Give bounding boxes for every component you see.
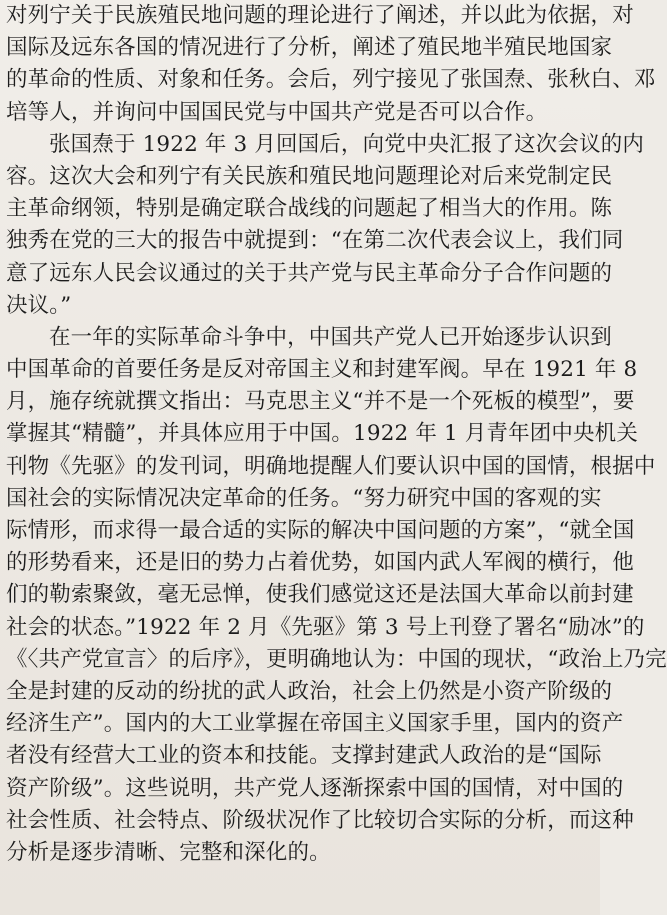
text-line: 分析是逐步清晰、完整和深化的。 bbox=[6, 839, 331, 865]
body-text bbox=[6, 0, 667, 869]
text-line: 在一年的实际革命斗争中，中国共产党人已开始逐步认识到 bbox=[49, 324, 612, 350]
text-line: 际情形，而求得一最合适的实际的解决中国问题的方案”，“就全国 bbox=[6, 518, 635, 543]
text-line: 国际及远东各国的情况进行了分析，阐述了殖民地半殖民地国家 bbox=[6, 35, 613, 61]
text-line: 中国革命的首要任务是反对帝国主义和封建军阀。早在 1921 年 8 bbox=[6, 357, 638, 383]
text-line: 意了远东人民会议通过的关于共产党与民主革命分子合作问题的 bbox=[6, 260, 613, 286]
text-line: 月，施存统就撰文指出：马克思主义“并不是一个死板的模型”，要 bbox=[6, 389, 635, 415]
text-line: 社会性质、社会特点、阶级状况作了比较切合实际的分析，而这种 bbox=[6, 807, 634, 833]
text-line: 经济生产”。国内的大工业掌握在帝国主义国家手里，国内的资产 bbox=[6, 711, 624, 737]
text-line: 社会的状态。”1922 年 2 月《先驱》第 3 号上刊登了署名“励冰”的 bbox=[6, 614, 645, 640]
text-line: 们的勒索聚敛，毫无忌惮，使我们感觉这还是法国大革命以前封建 bbox=[6, 582, 634, 608]
text-line: 培等人，并询问中国国民党与中国共产党是否可以合作。 bbox=[6, 99, 548, 125]
text-line: 者没有经营大工业的资本和技能。支撑封建武人政治的是“国际 bbox=[6, 743, 602, 769]
text-line: 的形势看来，还是旧的势力占着优势，如国内武人军阀的横行，他 bbox=[6, 550, 634, 576]
text-line: 的革命的性质、对象和任务。会后，列宁接见了张国焘、张秋白、邓 bbox=[6, 67, 656, 93]
text-line: 掌握其“精髓”，并具体应用于中国。1922 年 1 月青年团中央机关 bbox=[6, 421, 638, 447]
text-line: 对列宁关于民族殖民地问题的理论进行了阐述，并以此为依据，对 bbox=[6, 3, 634, 28]
text-line: 刊物《先驱》的发刊词，明确地提醒人们要认识中国的国情，根据中 bbox=[6, 453, 656, 479]
text-line: 主革命纲领，特别是确定联合战线的问题起了相当大的作用。陈 bbox=[6, 196, 613, 222]
text-line: 资产阶级”。这些说明，共产党人逐渐探索中国的国情，对中国的 bbox=[6, 775, 624, 801]
text-line: 独秀在党的三大的报告中就提到：“在第二次代表会议上，我们同 bbox=[6, 228, 624, 254]
text-line: 《〈共产党宣言〉的后序》，更明确地认为：中国的现状，“政治上乃完 bbox=[6, 646, 667, 672]
text-line: 全是封建的反动的纷扰的武人政治，社会上仍然是小资产阶级的 bbox=[6, 678, 613, 704]
text-line: 张国焘于 1922 年 3 月回国后，向党中央汇报了这次会议的内 bbox=[49, 131, 645, 157]
text-line: 容。这次大会和列宁有关民族和殖民地问题理论对后来党制定民 bbox=[6, 163, 613, 189]
text-line: 决议。” bbox=[6, 292, 72, 318]
text-line: 国社会的实际情况决定革命的任务。“努力研究中国的客观的实 bbox=[6, 485, 602, 511]
